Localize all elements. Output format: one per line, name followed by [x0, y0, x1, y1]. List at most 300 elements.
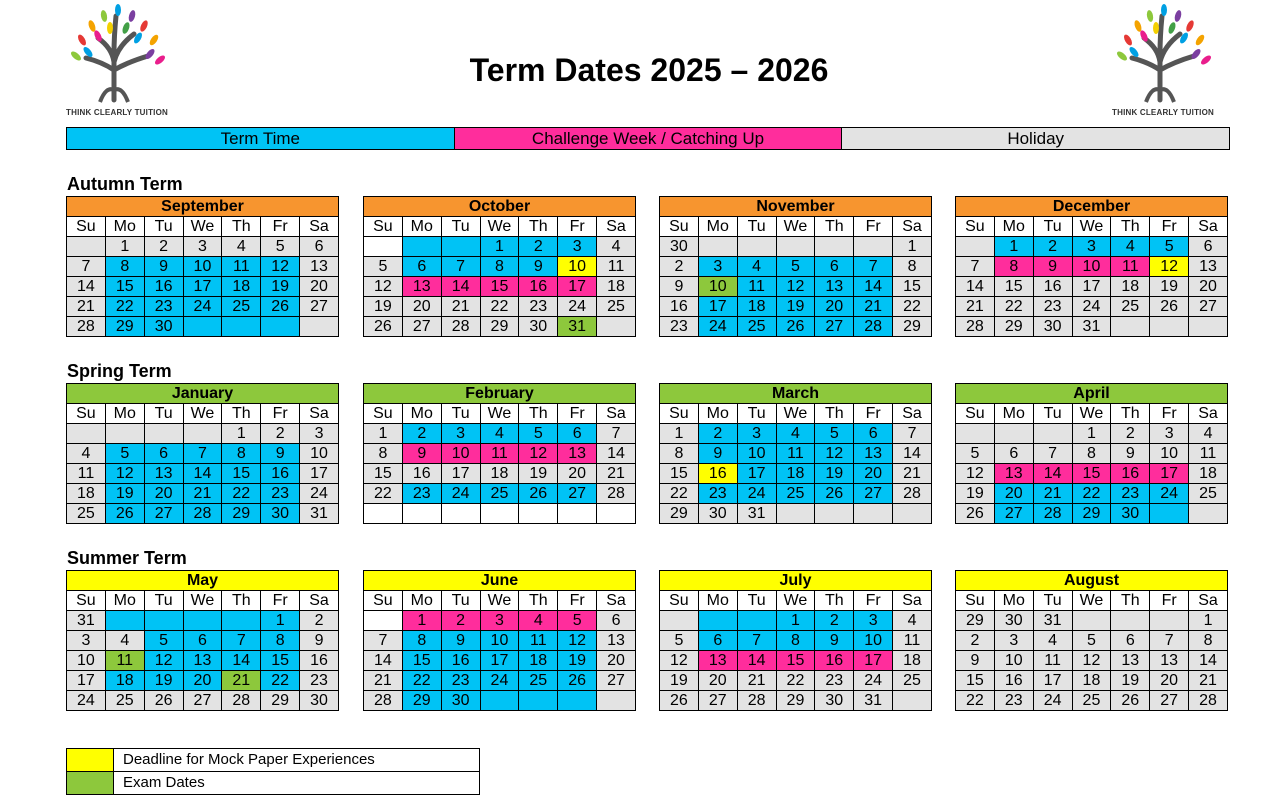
day-cell: 13	[183, 651, 222, 671]
day-cell: 5	[815, 424, 854, 444]
day-cell: 10	[698, 277, 737, 297]
day-cell: 18	[597, 277, 636, 297]
day-cell: 27	[1150, 691, 1189, 711]
day-cell: 14	[854, 277, 893, 297]
day-cell: 27	[994, 504, 1033, 524]
day-cell	[441, 504, 480, 524]
day-cell: 31	[67, 611, 106, 631]
day-cell	[441, 237, 480, 257]
day-cell: 12	[815, 444, 854, 464]
day-cell: 29	[480, 317, 519, 337]
day-cell: 13	[1111, 651, 1150, 671]
day-cell: 26	[558, 671, 597, 691]
day-cell: 24	[698, 317, 737, 337]
day-cell: 24	[1150, 484, 1189, 504]
key-row-exam	[67, 772, 480, 795]
day-cell: 10	[480, 631, 519, 651]
day-cell: 2	[441, 611, 480, 631]
day-cell: 22	[105, 297, 144, 317]
week-row	[956, 237, 1228, 257]
day-cell: 14	[737, 651, 776, 671]
day-cell: 8	[222, 444, 261, 464]
day-cell: 23	[660, 317, 699, 337]
day-cell: 12	[776, 277, 815, 297]
day-header: Tu	[441, 217, 480, 237]
day-cell: 9	[300, 631, 339, 651]
day-cell: 15	[994, 277, 1033, 297]
day-cell: 12	[364, 277, 403, 297]
day-cell	[402, 237, 441, 257]
day-header: Su	[956, 591, 995, 611]
day-cell: 20	[698, 671, 737, 691]
day-cell: 10	[1072, 257, 1111, 277]
day-cell: 15	[1072, 464, 1111, 484]
day-cell: 16	[261, 464, 300, 484]
day-cell	[698, 237, 737, 257]
day-header: Mo	[105, 404, 144, 424]
day-cell: 13	[854, 444, 893, 464]
day-header: Fr	[854, 591, 893, 611]
day-cell: 16	[402, 464, 441, 484]
day-cell	[183, 317, 222, 337]
week-row	[364, 504, 636, 524]
day-cell: 15	[261, 651, 300, 671]
day-cell: 4	[1033, 631, 1072, 651]
day-cell: 29	[222, 504, 261, 524]
day-cell: 12	[261, 257, 300, 277]
day-header: Fr	[261, 591, 300, 611]
day-cell: 9	[519, 257, 558, 277]
day-header: Th	[222, 404, 261, 424]
day-cell: 5	[558, 611, 597, 631]
day-cell: 9	[660, 277, 699, 297]
day-header: We	[776, 591, 815, 611]
day-cell: 5	[105, 444, 144, 464]
day-cell: 13	[1189, 257, 1228, 277]
week-row	[660, 464, 932, 484]
month-february	[363, 383, 636, 524]
day-cell	[402, 504, 441, 524]
term-label: Spring Term	[67, 361, 172, 381]
day-cell: 7	[183, 444, 222, 464]
day-header: Su	[67, 591, 106, 611]
week-row	[364, 297, 636, 317]
day-header: Th	[1111, 404, 1150, 424]
day-cell: 15	[480, 277, 519, 297]
day-cell: 9	[956, 651, 995, 671]
day-header: Th	[519, 591, 558, 611]
day-cell: 28	[441, 317, 480, 337]
day-header: Sa	[300, 217, 339, 237]
month-name: June	[364, 571, 636, 591]
day-cell: 20	[815, 297, 854, 317]
day-header: Mo	[105, 217, 144, 237]
day-cell: 12	[956, 464, 995, 484]
day-cell: 27	[183, 691, 222, 711]
week-row	[660, 444, 932, 464]
day-cell: 7	[597, 424, 636, 444]
day-cell	[67, 424, 106, 444]
day-cell: 3	[854, 611, 893, 631]
day-cell: 4	[67, 444, 106, 464]
day-cell: 20	[558, 464, 597, 484]
day-cell: 10	[854, 631, 893, 651]
day-cell: 22	[994, 297, 1033, 317]
day-cell: 23	[441, 671, 480, 691]
day-cell: 4	[105, 631, 144, 651]
day-cell: 17	[67, 671, 106, 691]
day-header: Mo	[402, 591, 441, 611]
term-label: Autumn Term	[67, 174, 183, 194]
day-cell: 29	[1072, 504, 1111, 524]
day-cell: 9	[698, 444, 737, 464]
day-cell	[1072, 611, 1111, 631]
day-cell: 28	[364, 691, 403, 711]
day-cell	[776, 504, 815, 524]
day-header: We	[480, 404, 519, 424]
day-cell: 21	[737, 671, 776, 691]
day-cell: 12	[558, 631, 597, 651]
day-cell: 12	[1150, 257, 1189, 277]
day-cell: 6	[402, 257, 441, 277]
day-cell: 8	[660, 444, 699, 464]
day-header: Tu	[737, 591, 776, 611]
day-header: Sa	[300, 404, 339, 424]
week-row	[67, 464, 339, 484]
day-cell: 7	[737, 631, 776, 651]
day-cell: 7	[441, 257, 480, 277]
day-cell: 3	[480, 611, 519, 631]
day-cell: 22	[364, 484, 403, 504]
day-header: Mo	[698, 591, 737, 611]
day-header: Sa	[893, 591, 932, 611]
day-cell: 30	[1033, 317, 1072, 337]
day-cell: 17	[854, 651, 893, 671]
month-name: February	[364, 384, 636, 404]
month-may	[66, 570, 339, 711]
day-cell: 11	[1033, 651, 1072, 671]
key-swatch-deadline	[67, 749, 114, 772]
day-cell: 16	[994, 671, 1033, 691]
day-cell: 19	[558, 651, 597, 671]
day-header: Th	[519, 404, 558, 424]
day-cell: 31	[1033, 611, 1072, 631]
day-cell	[737, 611, 776, 631]
day-cell	[737, 237, 776, 257]
day-cell: 5	[956, 444, 995, 464]
day-cell: 4	[222, 237, 261, 257]
day-cell	[597, 691, 636, 711]
day-header: Sa	[597, 404, 636, 424]
day-header: Tu	[737, 404, 776, 424]
day-cell: 9	[815, 631, 854, 651]
week-row	[364, 317, 636, 337]
day-cell: 8	[480, 257, 519, 277]
day-cell	[698, 611, 737, 631]
week-row	[956, 504, 1228, 524]
week-row	[67, 424, 339, 444]
day-cell: 24	[300, 484, 339, 504]
day-cell: 26	[364, 317, 403, 337]
day-cell: 14	[222, 651, 261, 671]
day-header: Sa	[1189, 217, 1228, 237]
day-cell: 3	[441, 424, 480, 444]
day-cell: 30	[519, 317, 558, 337]
day-cell: 14	[67, 277, 106, 297]
day-header: Th	[1111, 217, 1150, 237]
day-cell	[1150, 611, 1189, 631]
day-cell: 8	[893, 257, 932, 277]
day-cell: 20	[144, 484, 183, 504]
day-header: Th	[222, 217, 261, 237]
month-november	[659, 196, 932, 337]
day-cell: 5	[519, 424, 558, 444]
day-cell: 23	[698, 484, 737, 504]
day-cell: 15	[776, 651, 815, 671]
day-cell: 3	[67, 631, 106, 651]
week-row	[660, 257, 932, 277]
day-cell: 31	[854, 691, 893, 711]
day-cell: 28	[183, 504, 222, 524]
day-cell: 24	[1072, 297, 1111, 317]
day-cell: 1	[660, 424, 699, 444]
day-cell: 20	[994, 484, 1033, 504]
week-row	[67, 297, 339, 317]
day-cell: 15	[956, 671, 995, 691]
day-cell: 24	[183, 297, 222, 317]
day-cell: 16	[660, 297, 699, 317]
day-cell: 9	[402, 444, 441, 464]
day-cell	[558, 691, 597, 711]
day-cell	[183, 611, 222, 631]
day-cell: 26	[1150, 297, 1189, 317]
day-cell: 27	[300, 297, 339, 317]
day-cell: 11	[737, 277, 776, 297]
day-header: Tu	[441, 591, 480, 611]
week-row	[67, 237, 339, 257]
day-header: Fr	[854, 217, 893, 237]
day-cell: 27	[558, 484, 597, 504]
day-cell: 10	[994, 651, 1033, 671]
day-header: Su	[660, 404, 699, 424]
day-cell	[1150, 504, 1189, 524]
day-cell: 9	[144, 257, 183, 277]
week-row	[67, 691, 339, 711]
day-cell: 15	[660, 464, 699, 484]
day-cell: 22	[956, 691, 995, 711]
week-row	[660, 297, 932, 317]
day-header: Th	[815, 591, 854, 611]
day-cell: 4	[597, 237, 636, 257]
day-cell: 5	[776, 257, 815, 277]
day-cell: 5	[261, 237, 300, 257]
day-cell: 28	[222, 691, 261, 711]
day-cell: 1	[105, 237, 144, 257]
day-cell: 5	[660, 631, 699, 651]
day-cell	[300, 317, 339, 337]
week-row	[67, 444, 339, 464]
day-cell: 26	[144, 691, 183, 711]
logo-caption: THINK CLEARLY TUITION	[1112, 108, 1214, 117]
day-cell: 16	[1033, 277, 1072, 297]
day-cell: 24	[67, 691, 106, 711]
day-cell	[519, 691, 558, 711]
week-row	[956, 631, 1228, 651]
day-header: Su	[956, 217, 995, 237]
day-cell: 19	[956, 484, 995, 504]
day-header: We	[776, 404, 815, 424]
day-cell: 23	[519, 297, 558, 317]
day-cell: 27	[1189, 297, 1228, 317]
day-cell: 4	[1111, 237, 1150, 257]
day-header: Sa	[893, 404, 932, 424]
day-cell: 1	[776, 611, 815, 631]
week-row	[956, 671, 1228, 691]
day-cell: 21	[67, 297, 106, 317]
day-cell: 18	[776, 464, 815, 484]
day-header: Tu	[1033, 217, 1072, 237]
day-cell: 20	[854, 464, 893, 484]
day-cell: 28	[1189, 691, 1228, 711]
day-header: Mo	[994, 591, 1033, 611]
day-cell: 17	[1072, 277, 1111, 297]
day-cell: 18	[893, 651, 932, 671]
day-cell: 28	[854, 317, 893, 337]
day-cell: 11	[893, 631, 932, 651]
day-cell: 2	[300, 611, 339, 631]
day-cell: 3	[994, 631, 1033, 651]
day-cell: 18	[519, 651, 558, 671]
week-row	[364, 464, 636, 484]
day-cell: 7	[1150, 631, 1189, 651]
day-cell: 2	[261, 424, 300, 444]
day-cell: 31	[300, 504, 339, 524]
day-cell: 26	[956, 504, 995, 524]
week-row	[364, 611, 636, 631]
day-cell	[480, 504, 519, 524]
day-cell: 8	[1072, 444, 1111, 464]
day-cell: 15	[893, 277, 932, 297]
day-cell	[480, 691, 519, 711]
day-header: Sa	[1189, 591, 1228, 611]
day-cell: 25	[480, 484, 519, 504]
day-cell: 16	[1111, 464, 1150, 484]
week-row	[660, 424, 932, 444]
day-cell	[994, 424, 1033, 444]
day-header: Su	[660, 591, 699, 611]
day-cell: 1	[364, 424, 403, 444]
week-row	[364, 484, 636, 504]
month-september	[66, 196, 339, 337]
day-cell: 1	[1072, 424, 1111, 444]
day-cell: 5	[144, 631, 183, 651]
day-cell: 27	[854, 484, 893, 504]
day-cell: 16	[815, 651, 854, 671]
day-cell: 6	[815, 257, 854, 277]
week-row	[956, 257, 1228, 277]
day-cell: 2	[144, 237, 183, 257]
day-cell: 23	[300, 671, 339, 691]
day-cell	[105, 611, 144, 631]
week-row	[956, 611, 1228, 631]
day-cell: 7	[1033, 444, 1072, 464]
day-cell: 8	[1189, 631, 1228, 651]
day-cell: 30	[300, 691, 339, 711]
day-cell: 3	[1072, 237, 1111, 257]
day-cell: 14	[597, 444, 636, 464]
week-row	[956, 484, 1228, 504]
week-row	[956, 651, 1228, 671]
day-cell: 8	[402, 631, 441, 651]
day-cell: 18	[1111, 277, 1150, 297]
day-cell: 11	[67, 464, 106, 484]
day-header: We	[1072, 591, 1111, 611]
day-header: Th	[815, 217, 854, 237]
day-cell: 21	[222, 671, 261, 691]
day-cell: 26	[519, 484, 558, 504]
day-cell: 30	[144, 317, 183, 337]
legend-holiday: Holiday	[842, 128, 1229, 149]
day-cell: 13	[994, 464, 1033, 484]
day-cell: 30	[441, 691, 480, 711]
day-cell: 27	[597, 671, 636, 691]
day-cell: 25	[1072, 691, 1111, 711]
day-cell: 23	[1111, 484, 1150, 504]
day-cell	[1111, 611, 1150, 631]
day-cell: 18	[737, 297, 776, 317]
day-cell: 2	[1033, 237, 1072, 257]
day-cell: 10	[183, 257, 222, 277]
day-cell: 10	[67, 651, 106, 671]
day-header: Sa	[893, 217, 932, 237]
day-cell: 6	[698, 631, 737, 651]
day-header: Fr	[261, 404, 300, 424]
day-cell: 9	[1033, 257, 1072, 277]
day-cell: 1	[893, 237, 932, 257]
week-row	[660, 671, 932, 691]
day-cell: 13	[698, 651, 737, 671]
week-row	[67, 257, 339, 277]
day-cell: 5	[1150, 237, 1189, 257]
day-cell: 23	[261, 484, 300, 504]
day-cell: 16	[144, 277, 183, 297]
day-cell: 11	[1189, 444, 1228, 464]
day-cell: 28	[67, 317, 106, 337]
day-header: Su	[660, 217, 699, 237]
legend-challenge-week: Challenge Week / Catching Up	[455, 128, 843, 149]
day-header: Mo	[994, 217, 1033, 237]
day-header: Tu	[441, 404, 480, 424]
week-row	[364, 257, 636, 277]
day-cell	[144, 611, 183, 631]
day-cell: 14	[956, 277, 995, 297]
day-header: We	[183, 404, 222, 424]
day-cell	[893, 691, 932, 711]
term-label: Summer Term	[67, 548, 187, 568]
day-header: We	[183, 217, 222, 237]
day-header: Mo	[698, 404, 737, 424]
day-cell: 24	[441, 484, 480, 504]
day-header: We	[480, 217, 519, 237]
day-cell: 29	[261, 691, 300, 711]
month-name: November	[660, 197, 932, 217]
key-row-deadline	[67, 749, 480, 772]
day-cell	[519, 504, 558, 524]
day-cell: 20	[1189, 277, 1228, 297]
day-cell: 24	[558, 297, 597, 317]
day-cell: 13	[402, 277, 441, 297]
day-cell: 18	[222, 277, 261, 297]
